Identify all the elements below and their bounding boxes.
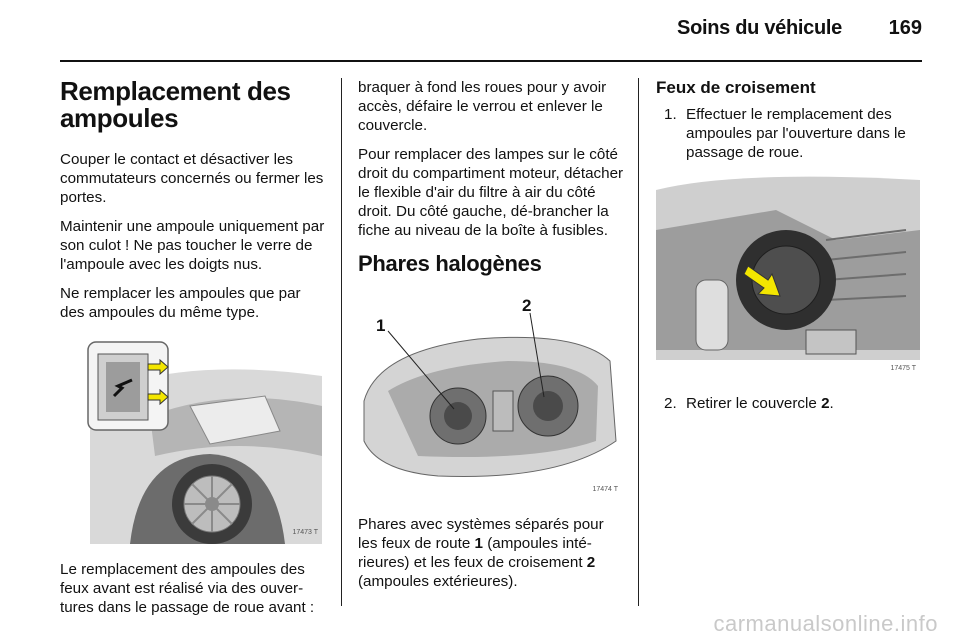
paragraph: Maintenir une ampoule uniquement par son culot ! Ne pas toucher le verre de l'ampoule avec les doigts nus. — [60, 218, 325, 273]
column-3 — [656, 78, 922, 421]
callout-1: 1 — [376, 316, 386, 335]
headlamp-illustration — [358, 291, 622, 501]
column-divider-2 — [638, 78, 639, 606]
paragraph: Couper le contact et désactiver les commutateurs concernés ou fermer les portes. — [60, 151, 324, 206]
figure-code: 17474 T — [592, 486, 618, 493]
step-list — [656, 394, 922, 413]
paragraph: Pour remplacer des lampes sur le côté droit du compartiment moteur, détacher le flexible d'air du filtre à air du côté droit. Du côté gauche, dé-brancher la fiche au niveau de la boîte à fusibles. — [358, 146, 624, 239]
step-item: 2. Retirer le couvercle 2. — [664, 395, 834, 412]
paragraph: Ne remplacer les ampoules que par des ampoules du même type. — [60, 285, 301, 321]
figure-headlamp — [358, 291, 622, 501]
running-header-title: Soins du véhicule — [677, 17, 842, 39]
minor-heading: Feux de croisement — [656, 78, 816, 97]
paragraph: Le remplacement des ampoules des feux avant est réalisé via des ouver-tures dans le passage de roue avant : — [60, 561, 315, 616]
section-heading: Remplacement des ampoules — [60, 76, 291, 133]
figure-caption: Phares avec systèmes séparés pour les feux de route 1 (ampoules inté-rieures) et les feux de croisement 2 (ampoules extérieures). — [358, 516, 604, 590]
step-list — [656, 105, 922, 162]
step-item: 1. Effectuer le remplacement des ampoules par l'ouverture dans le passage de roue. — [664, 106, 906, 161]
callout-2: 2 — [522, 296, 532, 315]
figure-code: 17475 T — [890, 365, 916, 372]
figure-code: 17473 T — [292, 529, 318, 536]
paragraph: braquer à fond les roues pour y avoir accès, défaire le verrou et enlever le couvercle. — [358, 79, 607, 134]
column-divider-1 — [341, 78, 342, 606]
subsection-heading: Phares halogènes — [358, 251, 542, 276]
watermark: carmanualsonline.info — [713, 611, 938, 636]
header-rule — [60, 60, 922, 62]
column-1 — [60, 78, 325, 627]
page-number: 169 — [888, 17, 922, 39]
car-wheel-arch-illustration — [60, 336, 322, 544]
column-2 — [358, 78, 624, 601]
figure-wheel-arch-cover — [60, 336, 322, 544]
figure-low-beam — [656, 170, 920, 380]
low-beam-illustration — [656, 170, 920, 380]
